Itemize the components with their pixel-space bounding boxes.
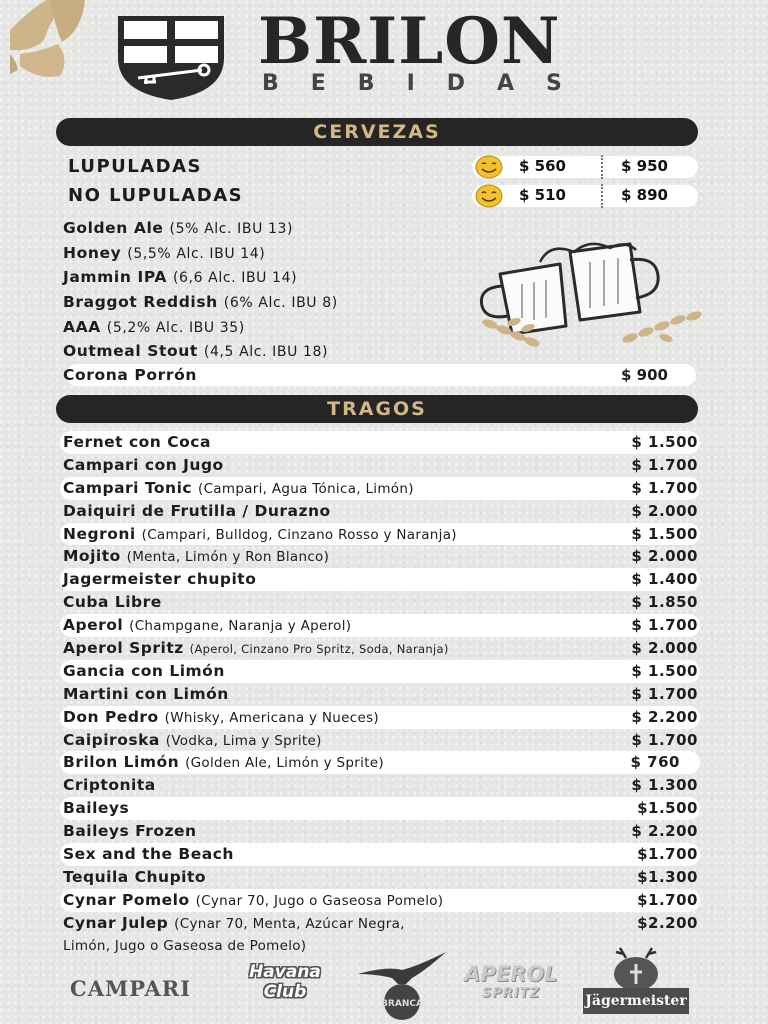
price-no-lupuladas-large: $ 890: [621, 186, 668, 204]
table-row: [60, 706, 700, 729]
drink-name: Martini con Limón: [63, 684, 229, 703]
drink-price: $1.700: [637, 890, 698, 909]
table-row: [60, 660, 700, 683]
smiley-icon: [474, 184, 504, 208]
drink-detail: (Menta, Limón y Ron Blanco): [126, 549, 330, 566]
aperol-logo: [460, 964, 562, 1004]
svg-text:BRANCA: BRANCA: [381, 999, 423, 1009]
drink-name: Baileys Frozen: [63, 822, 197, 841]
drink-price: $ 2.000: [631, 639, 698, 658]
beer-mugs-icon: [470, 238, 715, 356]
drink-detail: (Cynar 70, Menta, Azúcar Negra,: [174, 915, 405, 932]
drink-name: Aperol Spritz: [63, 639, 184, 658]
corona-price: $ 900: [621, 366, 668, 384]
list-item: [63, 241, 338, 266]
drink-name: Campari con Jugo: [63, 455, 224, 474]
drink-price: $1.500: [637, 799, 698, 818]
drink-price: $ 1.700: [631, 478, 698, 497]
drink-price: $2.200: [637, 913, 698, 932]
table-row: [60, 889, 700, 912]
hop-icon: [10, 0, 85, 78]
table-row: [60, 477, 700, 500]
drink-price: $ 1.300: [631, 776, 698, 795]
drink-name: Fernet con Coca: [63, 433, 211, 451]
drink-detail: (Cynar 70, Jugo o Gaseosa Pomelo): [195, 892, 444, 909]
table-row: [60, 614, 700, 637]
price-no-lupuladas-small: $ 510: [519, 186, 566, 204]
havana-line1: Havana: [249, 962, 321, 982]
corona-name: Corona Porrón: [63, 366, 197, 384]
table-row: [60, 751, 700, 774]
beer-detail: (5,5% Alc. IBU 14): [127, 245, 266, 262]
drink-price: $ 1.700: [631, 684, 698, 703]
drink-price: $ 1.700: [631, 616, 698, 635]
list-item: [63, 315, 338, 340]
table-row: [60, 523, 700, 546]
brand-subtitle: BEBIDAS: [262, 71, 594, 96]
eagle-icon: [358, 952, 446, 984]
drink-name: Caipiroska: [63, 730, 160, 749]
list-item: [63, 216, 338, 241]
beer-name: Jammin IPA: [63, 268, 167, 287]
beer-name: Outmeal Stout: [63, 342, 198, 361]
havana-line2: Club: [263, 982, 307, 1002]
stag-icon: [606, 946, 666, 992]
havana-club-logo: [232, 962, 338, 1012]
campari-logo: CAMPARI: [70, 976, 192, 1001]
drink-price: $ 1.500: [631, 661, 698, 680]
drink-price: $ 2.000: [631, 501, 698, 520]
table-row: [60, 591, 700, 614]
list-item: [63, 339, 338, 364]
sponsor-logos: [0, 944, 768, 1024]
table-row: [60, 797, 700, 820]
tier-label-no-lupuladas: NO LUPULADAS: [68, 185, 244, 206]
drink-name: Jagermeister chupito: [63, 570, 257, 589]
jagermeister-logo: Jägermeister: [583, 988, 689, 1014]
brand-title: BRILON: [258, 4, 561, 79]
list-item: [63, 265, 338, 290]
table-row: [60, 729, 700, 752]
aperol-name: APEROL: [464, 962, 558, 986]
drink-name: Don Pedro: [63, 707, 159, 726]
drink-price: $ 1.700: [631, 455, 698, 474]
tier-label-lupuladas: LUPULADAS: [68, 156, 202, 177]
drink-name: Sex and the Beach: [63, 845, 234, 864]
beer-list: [63, 216, 338, 364]
drink-detail-line2: Limón, Jugo o Gaseosa de Pomelo): [63, 937, 307, 954]
drinks-list: [60, 431, 700, 954]
section-header-tragos: TRAGOS: [56, 395, 698, 423]
list-item: [63, 290, 338, 315]
drink-detail: (Champgane, Naranja y Aperol): [129, 618, 352, 635]
drink-detail: (Golden Ale, Limón y Sprite): [185, 755, 384, 772]
table-row: [60, 843, 700, 866]
drink-name: Criptonita: [63, 776, 156, 795]
drink-name: Cuba Libre: [63, 593, 162, 612]
drink-price: $ 2.200: [631, 822, 698, 841]
branca-logo: [356, 944, 448, 1022]
price-divider: [601, 184, 603, 208]
beer-detail: (6% Alc. IBU 8): [223, 295, 338, 312]
drink-detail: (Campari, Bulldog, Cinzano Rosso y Naranja): [141, 526, 457, 543]
drink-price: $ 1.500: [631, 524, 698, 543]
drink-price: $1.700: [637, 845, 698, 864]
price-lupuladas-small: $ 560: [519, 157, 566, 175]
beer-name: Honey: [63, 243, 122, 262]
drink-price: $ 1.400: [631, 570, 698, 589]
beer-name: AAA: [63, 317, 101, 336]
price-lupuladas-large: $ 950: [621, 157, 668, 175]
drink-name: Cynar Pomelo: [63, 890, 190, 909]
table-row: [60, 431, 700, 454]
beer-detail: (5% Alc. IBU 13): [169, 221, 294, 237]
section-header-cervezas: CERVEZAS: [56, 118, 698, 146]
aperol-sub: SPRITZ: [481, 986, 541, 1001]
drink-price: $ 2.000: [631, 547, 698, 566]
drink-detail: (Campari, Agua Tónica, Limón): [198, 480, 414, 497]
drink-name: Gancia con Limón: [63, 661, 225, 680]
drink-price: $ 1.850: [631, 593, 698, 612]
beer-detail: (5,2% Alc. IBU 35): [106, 319, 245, 336]
beer-detail: (4,5 Alc. IBU 18): [203, 344, 329, 361]
table-row: [60, 820, 700, 843]
drink-name: Brilon Limón: [63, 753, 180, 772]
drink-price: $ 2.200: [631, 707, 698, 726]
table-row: [60, 774, 700, 797]
drink-name: Negroni: [63, 524, 136, 543]
table-row: [60, 454, 700, 477]
drink-name: Aperol: [63, 616, 124, 635]
drink-name: Baileys: [63, 799, 130, 818]
drink-price: $ 1.700: [631, 730, 698, 749]
drink-detail: (Aperol, Cinzano Pro Spritz, Soda, Naranja): [189, 642, 449, 657]
price-divider: [601, 155, 603, 179]
table-row: [60, 683, 700, 706]
drink-name: Daiquiri de Frutilla / Durazno: [63, 501, 331, 520]
table-row: [60, 866, 700, 889]
drink-price: $1.300: [637, 867, 698, 886]
beer-name: Golden Ale: [63, 219, 164, 237]
table-row: [60, 568, 700, 591]
beer-detail: (6,6 Alc. IBU 14): [172, 270, 298, 287]
coat-of-arms-icon: [116, 14, 226, 102]
table-row: [60, 637, 700, 660]
drink-detail: (Whisky, Americana y Nueces): [164, 709, 379, 726]
drink-detail: (Vodka, Lima y Sprite): [165, 732, 322, 749]
table-row: [60, 500, 700, 523]
drink-name: Mojito: [63, 547, 121, 566]
drink-name: Cynar Julep: [63, 913, 169, 932]
beer-name: Braggot Reddish: [63, 293, 218, 312]
drink-price: $ 760: [630, 753, 680, 772]
drink-name: Tequila Chupito: [63, 867, 207, 886]
table-row: [60, 545, 700, 568]
drink-price: $ 1.500: [631, 433, 698, 451]
drink-name: Campari Tonic: [63, 478, 193, 497]
smiley-icon: [474, 155, 504, 179]
